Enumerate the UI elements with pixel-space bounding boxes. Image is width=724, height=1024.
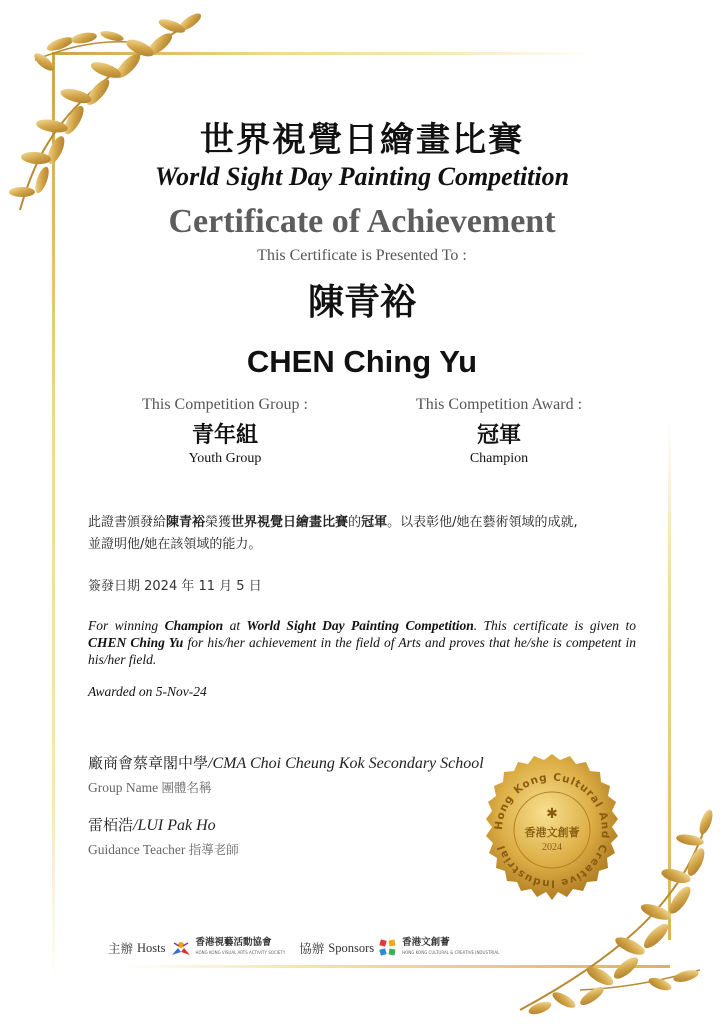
group-label: This Competition Group :	[142, 396, 308, 413]
guidance-teacher-label	[88, 840, 239, 858]
teacher-name-en: /LUI Pak Ho	[133, 817, 216, 834]
host-org-logo	[196, 938, 286, 958]
recipient-name-zh: 陳青裕	[307, 282, 416, 323]
school-name	[88, 752, 484, 773]
presented-to-label: This Certificate is Presented To :	[257, 247, 467, 264]
seal-arc-text: Hong Kong Cultural And Creative Industrial	[492, 771, 612, 890]
group-value-en: Youth Group	[188, 451, 262, 466]
award-value-zh: 冠軍	[476, 423, 521, 448]
group-name-label-en: Group Name	[88, 780, 162, 795]
sponsor-org-logo	[402, 938, 499, 958]
zh-text-line2: 並證明他/她在該領域的能力。	[88, 537, 262, 552]
sponsor-org-name: 香港文創薈	[402, 937, 450, 948]
sponsors-label-zh: 協辦	[299, 941, 325, 956]
zh-text-part: 榮獲	[205, 515, 232, 530]
seal-year: 2024	[542, 842, 562, 853]
footer-sponsors	[108, 938, 499, 958]
zh-text-competition: 世界視覺日繪畫比賽	[231, 515, 349, 530]
zh-text-part: 的	[348, 515, 362, 530]
group-name-label	[88, 778, 212, 796]
hosts-label-en: Hosts	[137, 940, 166, 955]
host-org-name: 香港視藝活動協會	[195, 937, 272, 948]
en-text-part: at	[223, 618, 247, 633]
host-logo-icon	[170, 939, 192, 957]
en-text-part: For winning	[88, 618, 165, 633]
sponsor-logo-icon	[378, 938, 398, 958]
teacher-name	[88, 814, 216, 835]
issue-date-zh: 簽發日期 2024 年 11 月 5 日	[88, 579, 262, 594]
certificate-text-en	[88, 617, 636, 668]
en-text-part: for his/her achievement in the field of Arts and proves that he/she is competent in his/her field.	[88, 635, 636, 667]
zh-text-part: 此證書頒發給	[88, 515, 167, 530]
competition-title-en: World Sight Day Painting Competition	[154, 162, 570, 191]
guidance-teacher-label-en: Guidance Teacher	[88, 842, 189, 857]
group-value-zh: 青年組	[191, 423, 258, 448]
school-name-zh: 廠商會蔡章閣中學	[88, 754, 209, 772]
gold-seal	[474, 752, 630, 908]
sponsors-label-en: Sponsors	[328, 940, 375, 955]
hosts-label-zh: 主辦	[108, 941, 134, 956]
award-value-en: Champion	[469, 451, 529, 466]
host-org-sub: HONG KONG VISUAL ARTS ACTIVITY SOCIETY	[195, 950, 286, 955]
certificate-title: Certificate of Achievement	[168, 203, 556, 240]
certificate-text-zh	[88, 512, 648, 556]
school-name-en: /CMA Choi Cheung Kok Secondary School	[208, 755, 484, 772]
en-text-part: . This certificate is given to	[473, 618, 636, 633]
competition-title-zh: 世界視覺日繪畫比賽	[200, 120, 524, 160]
awarded-date-en: Awarded on 5-Nov-24	[88, 684, 207, 699]
en-text-name: CHEN Ching Yu	[88, 635, 184, 650]
group-name-label-zh: 團體名稱	[161, 780, 212, 795]
guidance-teacher-label-zh: 指導老師	[188, 842, 239, 857]
competition-group	[105, 396, 345, 467]
en-text-competition: World Sight Day Painting Competition	[246, 618, 474, 633]
en-text-award: Champion	[164, 618, 224, 633]
recipient-name-en: CHEN Ching Yu	[246, 344, 478, 379]
zh-text-part: 。以表彰他/她在藝術領域的成就,	[387, 515, 578, 530]
zh-text-name: 陳青裕	[166, 515, 206, 530]
sponsor-org-sub: HONG KONG CULTURAL & CREATIVE INDUSTRIAL	[402, 950, 500, 955]
teacher-name-zh: 雷栢浩	[88, 816, 134, 834]
seal-center-zh: 香港文創薈	[524, 826, 580, 839]
competition-award	[379, 396, 619, 467]
zh-text-award: 冠軍	[361, 515, 388, 530]
seal-logo-icon: ✱	[546, 806, 558, 822]
award-label: This Competition Award :	[415, 396, 583, 413]
